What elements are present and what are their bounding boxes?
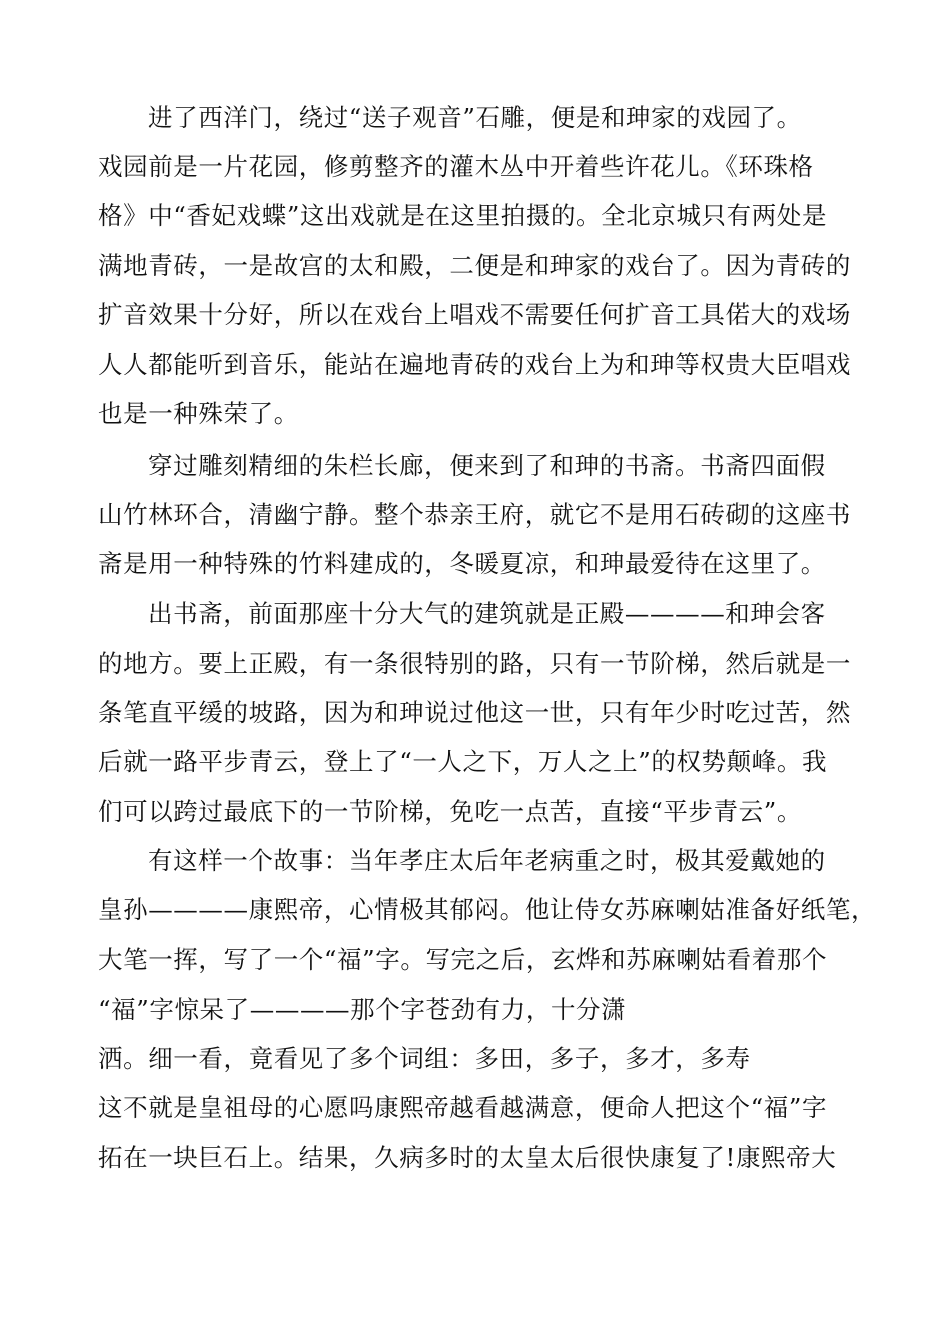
text-line: 皇孙————康熙帝，心情极其郁闷。他让侍女苏麻喇姑准备好纸笔， xyxy=(98,895,877,924)
text-line: 扩音效果十分好，所以在戏台上唱戏不需要任何扩音工具偌大的戏场 xyxy=(98,300,851,329)
text-line: 出书斋，前面那座十分大气的建筑就是正殿————和珅会客 xyxy=(148,599,826,628)
text-line: 斋是用一种特殊的竹料建成的，冬暖夏凉，和珅最爱待在这里了。 xyxy=(98,549,826,578)
text-line: 们可以跨过最底下的一节阶梯，免吃一点苦，直接“平步青云”。 xyxy=(98,797,802,826)
text-line: 山竹林环合，清幽宁静。整个恭亲王府，就它不是用石砖砌的这座书 xyxy=(98,500,851,529)
text-line: 人人都能听到音乐，能站在遍地青砖的戏台上为和珅等权贵大臣唱戏 xyxy=(98,350,851,379)
text-line: 后就一路平步青云，登上了“一人之下，万人之上”的权势颠峰。我 xyxy=(98,747,828,776)
text-line: 拓在一块巨石上。结果，久病多时的太皇太后很快康复了!康熙帝大 xyxy=(98,1143,837,1172)
text-line: 的地方。要上正殿，有一条很特别的路，只有一节阶梯，然后就是一 xyxy=(98,649,851,678)
text-line: 这不就是皇祖母的心愿吗康熙帝越看越满意，便命人把这个“福”字 xyxy=(98,1093,828,1122)
text-line: 格》中“香妃戏蝶”这出戏就是在这里拍摄的。全北京城只有两处是 xyxy=(98,201,828,230)
text-line: 满地青砖，一是故宫的太和殿，二便是和珅家的戏台了。因为青砖的 xyxy=(98,251,851,280)
text-line: 进了西洋门，绕过“送子观音”石雕，便是和珅家的戏园了。 xyxy=(148,103,802,132)
text-line: 穿过雕刻精细的朱栏长廊，便来到了和珅的书斋。书斋四面假 xyxy=(148,451,826,480)
text-line: 戏园前是一片花园，修剪整齐的灌木丛中开着些许花儿。《环珠格 xyxy=(98,152,814,181)
text-line: 也是一种殊荣了。 xyxy=(98,399,299,428)
text-line: 洒。细一看，竟看见了多个词组：多田，多子，多才，多寿 xyxy=(98,1044,751,1073)
text-line: “福”字惊呆了————那个字苍劲有力，十分潇 xyxy=(98,995,627,1024)
text-line: 有这样一个故事：当年孝庄太后年老病重之时，极其爱戴她的 xyxy=(148,846,826,875)
text-line: 条笔直平缓的坡路，因为和珅说过他这一世，只有年少时吃过苦，然 xyxy=(98,698,851,727)
text-line: 大笔一挥，写了一个“福”字。写完之后，玄烨和苏麻喇姑看着那个 xyxy=(98,945,828,974)
